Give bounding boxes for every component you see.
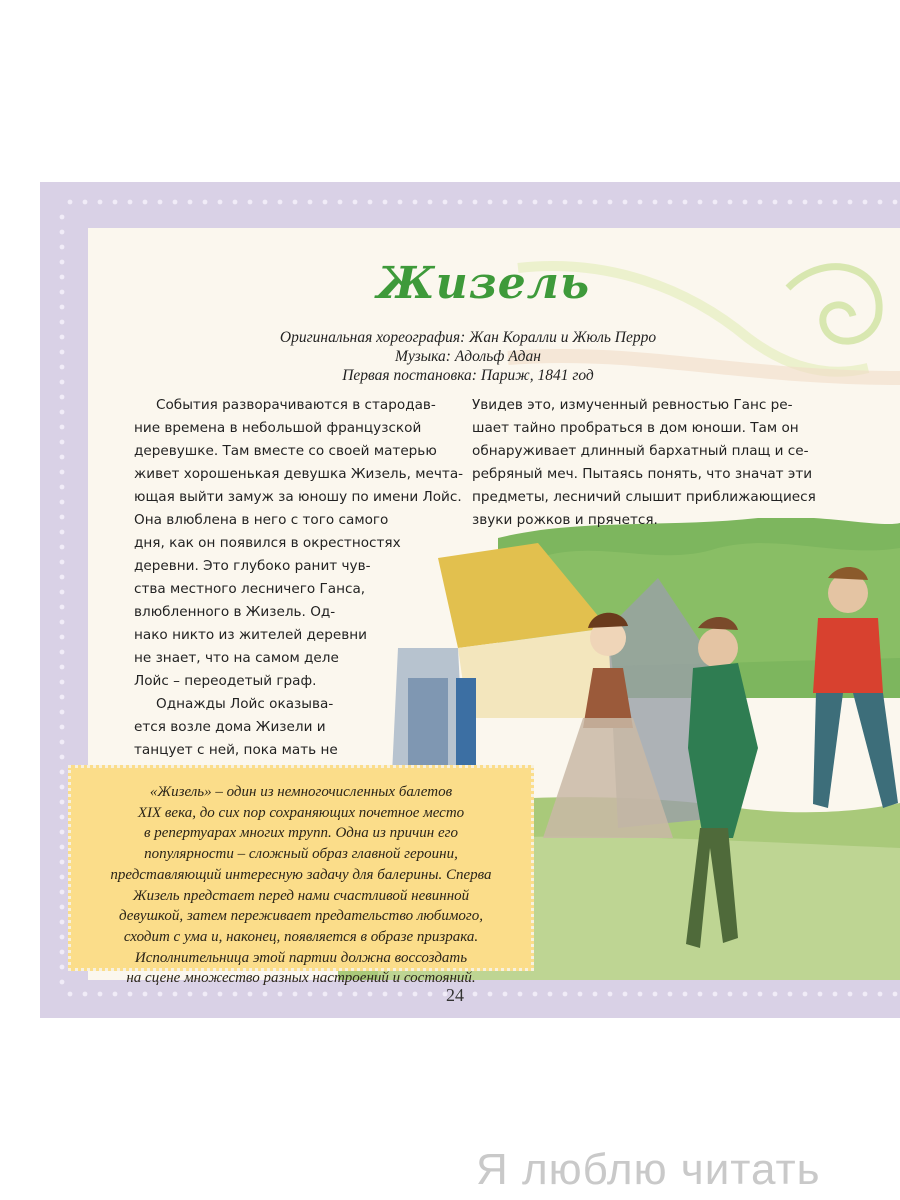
text-line: ние времена в небольшой французской xyxy=(134,420,422,436)
ballet-credits xyxy=(208,328,728,385)
page-title: Жизель xyxy=(377,258,591,309)
text-line: дня, как он появился в окрестностях xyxy=(134,535,401,551)
note-line: популярности – сложный образ главной героини, xyxy=(144,846,458,863)
text-line: Она влюблена в него с того самого xyxy=(134,512,389,528)
text-line: шает тайно пробраться в дом юноши. Там он xyxy=(472,420,799,436)
info-note-text xyxy=(71,782,531,989)
credit-choreography: Оригинальная хореография: Жан Коралли и Жюль Перро xyxy=(279,329,657,346)
note-line: «Жизель» – один из немногочисленных балетов xyxy=(149,784,453,800)
note-line: сходит с ума и, наконец, появляется в образе призрака. xyxy=(123,928,479,945)
text-line: не знает, что на самом деле xyxy=(134,650,339,666)
page-number: 24 xyxy=(446,985,464,1005)
text-line: деревушке. Там вместе со своей матерью xyxy=(134,443,437,459)
text-line: деревни. Это глубоко ранит чув- xyxy=(134,558,371,574)
text-line: ющая выйти замуж за юношу по имени Лойс. xyxy=(134,489,462,505)
text-line: Лойс – переодетый граф. xyxy=(134,673,317,689)
text-line: предметы, лесничий слышит приближающиеся xyxy=(472,489,816,505)
text-line: влюбленного в Жизель. Од- xyxy=(134,604,336,620)
note-line: девушкой, затем переживает предательство любимого, xyxy=(118,908,484,925)
text-line: танцует с ней, пока мать не xyxy=(134,742,338,758)
left-text-column xyxy=(134,394,463,785)
text-line: Увидев это, измученный ревностью Ганс ре- xyxy=(472,397,793,413)
note-line: на сцене множество разных настроений и состояний. xyxy=(126,970,476,987)
text-line: Однажды Лойс оказыва- xyxy=(156,696,334,712)
note-line: представляющий интересную задачу для балерины. Сперва xyxy=(110,866,492,883)
right-text-column xyxy=(472,394,816,532)
text-line: События разворачиваются в стародав- xyxy=(156,397,436,413)
text-line: живет хорошенькая девушка Жизель, мечта- xyxy=(134,466,464,482)
note-line: в репертуарах многих трупп. Одна из причин его xyxy=(143,825,459,842)
note-line: XIX века, до сих пор сохраняющих почетное место xyxy=(137,804,465,821)
text-line: ется возле дома Жизели и xyxy=(134,719,326,735)
text-line: обнаруживает длинный бархатный плащ и се- xyxy=(472,443,809,459)
text-line: ства местного лесничего Ганса, xyxy=(134,581,366,597)
text-line: нако никто из жителей деревни xyxy=(134,627,367,643)
note-line: Исполнительница этой партии должна воссоздать xyxy=(134,949,468,966)
text-line: звуки рожков и прячется. xyxy=(472,512,658,528)
info-note-box xyxy=(68,765,534,987)
credit-premiere: Первая постановка: Париж, 1841 год xyxy=(342,367,594,384)
note-line: Жизель предстает перед нами счастливой невинной xyxy=(132,887,470,904)
watermark: Я люблю читать xyxy=(476,1145,821,1194)
credit-music: Музыка: Адольф Адан xyxy=(395,348,541,365)
text-line: ребряный меч. Пытаясь понять, что значат эти xyxy=(472,466,813,482)
